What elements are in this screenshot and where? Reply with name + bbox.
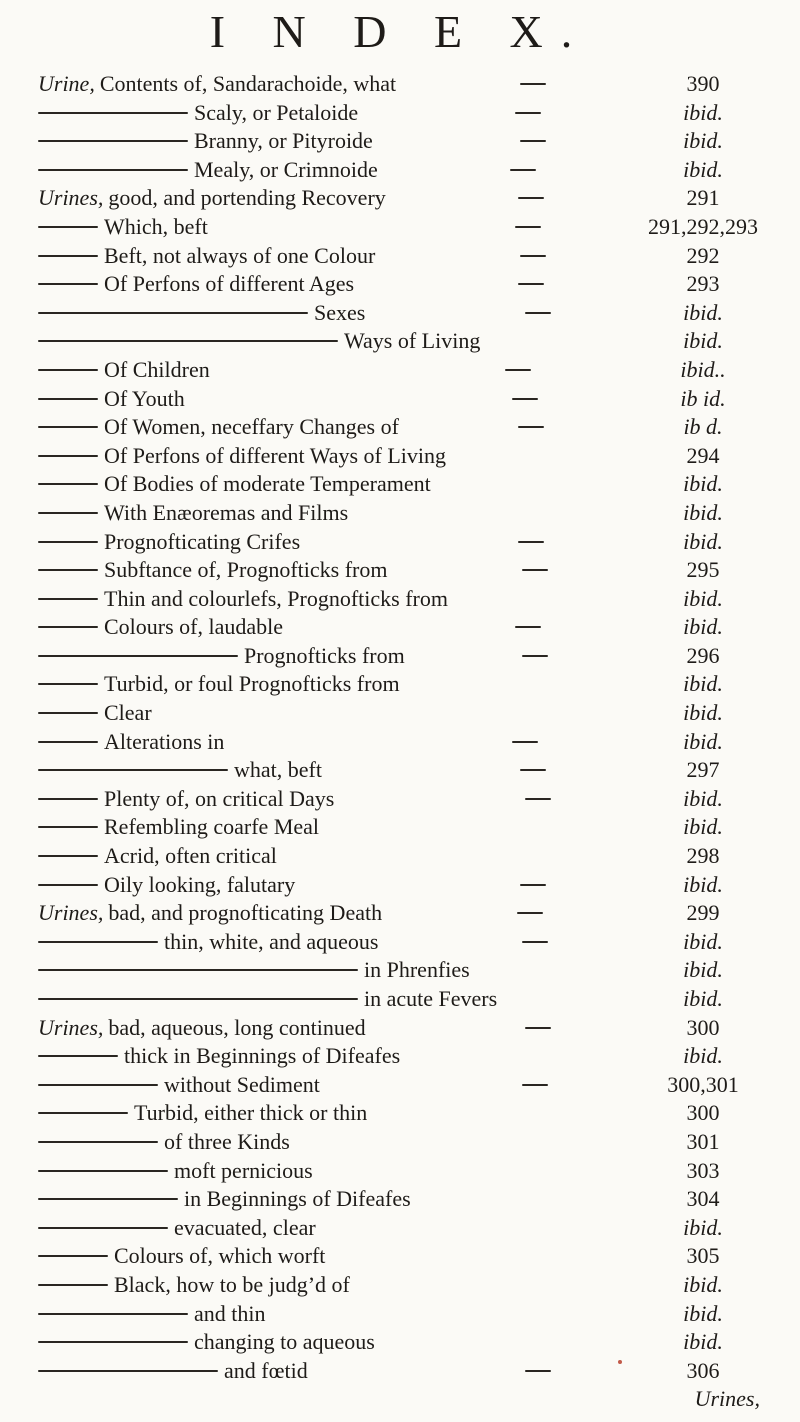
leader-dash [512,398,538,400]
entry-text: Oily looking, falutary [104,871,296,897]
leader-dash [515,226,541,228]
leader-dash [525,312,551,314]
index-entry [38,299,758,328]
page-reference: ibid. [683,1300,723,1326]
entry-content [38,1302,266,1326]
entry-content [38,787,334,811]
entry-text: Contents of, Sandarachoide, what [99,71,397,96]
leader-dash [520,83,546,85]
index-entry [38,470,758,499]
index-entry [38,70,758,99]
entry-content [38,415,399,439]
leader-dash [512,741,538,743]
entry-content [38,587,448,611]
entry-content [38,1073,320,1097]
page-reference: ibid. [683,1214,723,1240]
leader-dash [515,112,541,114]
ditto-rule [38,1141,158,1143]
ditto-rule [38,941,158,943]
entry-text: what, beft [234,757,322,783]
entry-content [38,815,319,839]
entry-text: changing to aqueous [194,1329,375,1355]
ditto-rule [38,1341,188,1343]
page-reference: 300 [686,1100,720,1126]
entry-content [38,72,396,96]
entry-text: With Enæoremas and Films [104,499,349,525]
entry-content [38,672,400,696]
index-entry [38,613,758,642]
entry-text: thin, white, and aqueous [164,928,379,954]
page-reference: ibid. [683,499,723,525]
page-reference: ibid. [683,671,723,697]
page-reference: 305 [686,1243,720,1269]
entry-text: Of Youth [104,385,185,411]
entry-content [38,873,295,897]
index-entry [38,985,758,1014]
page-title: I N D E X. [209,6,591,57]
index-entry [38,1128,758,1157]
leader-dash [520,769,546,771]
entry-content [38,1216,316,1240]
page-reference: 295 [686,557,720,583]
index-entry [38,842,758,871]
entry-text: Of Perfons of different Ages [104,271,355,297]
ditto-rule [38,1284,108,1286]
page-reference: ibid. [683,128,723,154]
entry-content [38,615,283,639]
index-entry [38,327,758,356]
entry-content [38,329,480,353]
entry-text: Plenty of, on critical Days [104,785,335,811]
ditto-rule [38,255,98,257]
index-entry [38,585,758,614]
index-entry [38,242,758,271]
index-entry [38,928,758,957]
entry-content [38,1130,290,1154]
entry-content [38,901,382,925]
entry-lead: Urines, [38,185,104,211]
page-reference: 296 [686,642,720,668]
page-reference: 306 [686,1357,720,1383]
index-entry [38,756,758,785]
index-entry [38,899,758,928]
ditto-rule [38,855,98,857]
page-reference: 298 [686,843,720,869]
entry-content [38,272,354,296]
page-reference: 292 [686,242,720,268]
entry-text: and thin [194,1300,266,1326]
page-reference: 303 [686,1157,720,1183]
entry-text: Acrid, often critical [104,843,277,869]
ditto-rule [38,283,98,285]
page-reference: ibid. [683,1271,723,1297]
ditto-rule [38,312,308,314]
entry-text: Black, how to be judg’d of [114,1271,350,1297]
ditto-rule [38,426,98,428]
entry-content [38,1330,375,1354]
page-reference: 294 [686,442,720,468]
ditto-rule [38,340,338,342]
entry-text: Alterations in [104,728,225,754]
entry-content [38,1016,366,1040]
ditto-rule [38,826,98,828]
leader-dash [522,1084,548,1086]
entry-content [38,244,375,268]
leader-dash [525,1370,551,1372]
leader-dash [520,884,546,886]
ditto-rule [38,626,98,628]
index-entry [38,156,758,185]
ditto-rule [38,741,98,743]
entry-text: Ways of Living [344,328,481,354]
index-entry [38,785,758,814]
page-reference: ibid. [683,728,723,754]
entry-lead: Urine, [38,71,95,96]
ditto-rule [38,1227,168,1229]
page-reference: 299 [686,900,720,926]
ditto-rule [38,683,98,685]
entry-content [38,1359,308,1383]
ditto-rule [38,369,98,371]
entry-text: good, and portending Recovery [108,185,386,211]
ditto-rule [38,226,98,228]
entry-content [38,701,152,725]
ditto-rule [38,655,238,657]
index-entry [38,1042,758,1071]
leader-dash [517,912,543,914]
index-entry [38,556,758,585]
entry-content [38,1187,411,1211]
entry-text: Prognofticating Crifes [104,528,301,554]
ditto-rule [38,969,358,971]
ditto-rule [38,140,188,142]
entry-content [38,158,378,182]
entry-content [38,1244,325,1268]
entry-content [38,186,386,210]
entry-text: evacuated, clear [174,1214,316,1240]
entry-lead: Urines, [38,900,104,926]
page-reference: 390 [686,71,720,96]
entry-text: Turbid, either thick or thin [134,1100,368,1126]
page-reference: 297 [686,757,720,783]
page-reference: ibid. [683,785,723,811]
ditto-rule [38,1055,118,1057]
page-reference: ibid. [683,928,723,954]
catchword: Urines, [694,1386,760,1411]
entry-content [38,501,348,525]
leader-dash [518,426,544,428]
entry-text: in Beginnings of Difeafes [184,1186,411,1212]
entry-content [38,730,224,754]
ditto-rule [38,112,188,114]
entry-text: Clear [104,700,152,726]
entry-text: without Sediment [164,1071,320,1097]
index-entry [38,1157,758,1186]
entry-lead: Urines, [38,1014,104,1040]
entry-content [38,387,185,411]
leader-dash [520,255,546,257]
entry-text: moft pernicious [174,1157,313,1183]
page-reference: ibid.. [680,356,726,382]
entry-content [38,958,470,982]
index-entry [38,813,758,842]
ditto-rule [38,455,98,457]
index-entry [38,1300,758,1329]
entry-content [38,1101,367,1125]
page-reference: 291 [686,185,720,211]
ink-speck [618,1360,622,1364]
index-entry [38,1271,758,1300]
leader-dash [505,369,531,371]
entry-text: Of Children [104,356,210,382]
page-reference: ibid. [683,528,723,554]
entry-text: of three Kinds [164,1128,290,1154]
index-entry [38,213,758,242]
page-reference: 300 [686,1014,720,1040]
page-reference: ibid. [683,471,723,497]
entry-text: Prognofticks from [244,642,405,668]
entry-content [38,472,431,496]
page-reference: ibid. [683,299,723,325]
entry-text: Thin and colourlefs, Prognofticks from [104,585,448,611]
page-reference: ibid. [683,814,723,840]
entry-content [38,558,388,582]
entry-content [38,644,405,668]
entry-content [38,1273,350,1297]
entry-text: Scaly, or Petaloide [194,99,359,125]
index-entry [38,728,758,757]
leader-dash [522,941,548,943]
leader-dash [518,541,544,543]
entry-text: and fœtid [224,1357,308,1383]
page-reference: ibid. [683,1043,723,1069]
page-reference: 291,292,293 [648,213,758,239]
page-reference: ibid. [683,1329,723,1355]
entry-text: thick in Beginnings of Difeafes [124,1043,401,1069]
index-entry [38,1242,758,1271]
leader-dash [522,569,548,571]
ditto-rule [38,1255,108,1257]
entry-content [38,301,365,325]
ditto-rule [38,769,228,771]
index-entry [38,270,758,299]
entry-content [38,215,208,239]
page-reference: ib d. [683,414,723,440]
entry-text: in Phrenfies [364,957,470,983]
entry-text: Of Women, neceffary Changes of [104,414,399,440]
page-reference: ibid. [683,957,723,983]
leader-dash [518,197,544,199]
index-entry [38,356,758,385]
index-entry [38,1357,758,1386]
index-entry [38,1099,758,1128]
ditto-rule [38,998,358,1000]
page-reference: ibid. [683,871,723,897]
index-entry [38,1014,758,1043]
page-reference: ibid. [683,614,723,640]
ditto-rule [38,1112,128,1114]
ditto-rule [38,1370,218,1372]
entry-content [38,1159,313,1183]
leader-dash [515,626,541,628]
entry-text: Turbid, or foul Prognofticks from [104,671,400,697]
index-entries [38,70,758,1385]
ditto-rule [38,169,188,171]
page-reference: 304 [686,1186,720,1212]
leader-dash [525,798,551,800]
ditto-rule [38,483,98,485]
entry-text: Mealy, or Crimnoide [194,156,378,182]
entry-text: Of Bodies of moderate Temperament [104,471,431,497]
ditto-rule [38,1313,188,1315]
index-entry [38,871,758,900]
entry-text: Which, beft [104,213,208,239]
ditto-rule [38,1084,158,1086]
entry-text: in acute Fevers [364,986,498,1011]
entry-text: Branny, or Pityroide [194,128,373,154]
entry-content [38,530,300,554]
page-reference: ibid. [683,156,723,182]
ditto-rule [38,1198,178,1200]
entry-text: Colours of, which worft [114,1243,326,1269]
index-entry [38,528,758,557]
index-entry [38,642,758,671]
index-entry [38,385,758,414]
entry-text: Subftance of, Prognofticks from [104,557,388,583]
ditto-rule [38,798,98,800]
index-entry [38,956,758,985]
index-entry [38,442,758,471]
entry-content [38,358,210,382]
entry-text: Colours of, laudable [104,614,284,640]
page-reference: ibid. [683,585,723,611]
index-entry [38,1214,758,1243]
ditto-rule [38,512,98,514]
page-reference: ibid. [683,986,723,1011]
index-entry [38,413,758,442]
ditto-rule [38,884,98,886]
ditto-rule [38,569,98,571]
entry-text: Beft, not always of one Colour [104,242,376,268]
page-reference: ib id. [680,385,726,411]
entry-content [38,844,277,868]
leader-dash [525,1027,551,1029]
page-reference: 301 [686,1128,720,1154]
leader-dash [520,140,546,142]
index-entry [38,127,758,156]
entry-content [38,930,378,954]
page-reference: 293 [686,271,720,297]
page-reference: 300,301 [667,1071,739,1097]
entry-text: bad, and prognofticating Death [108,900,383,926]
index-entry [38,499,758,528]
entry-content [38,444,446,468]
index-entry [38,1185,758,1214]
index-entry [38,670,758,699]
entry-content [38,758,322,782]
ditto-rule [38,712,98,714]
ditto-rule [38,1170,168,1172]
entry-content [38,1044,400,1068]
ditto-rule [38,398,98,400]
entry-content [38,129,373,153]
entry-text: Sexes [314,299,366,325]
ditto-rule [38,598,98,600]
entry-content [38,101,358,125]
index-entry [38,1071,758,1100]
index-entry [38,99,758,128]
entry-text: Refembling coarfe Meal [104,814,320,840]
page-reference: ibid. [683,99,723,125]
entry-content [38,987,497,1011]
ditto-rule [38,541,98,543]
page-reference: ibid. [683,700,723,726]
index-entry [38,184,758,213]
entry-text: bad, aqueous, long continued [108,1014,366,1040]
leader-dash [522,655,548,657]
leader-dash [510,169,536,171]
leader-dash [518,283,544,285]
index-entry [38,699,758,728]
entry-text: Of Perfons of different Ways of Living [104,442,447,468]
page-reference: ibid. [683,328,723,354]
index-entry [38,1328,758,1357]
